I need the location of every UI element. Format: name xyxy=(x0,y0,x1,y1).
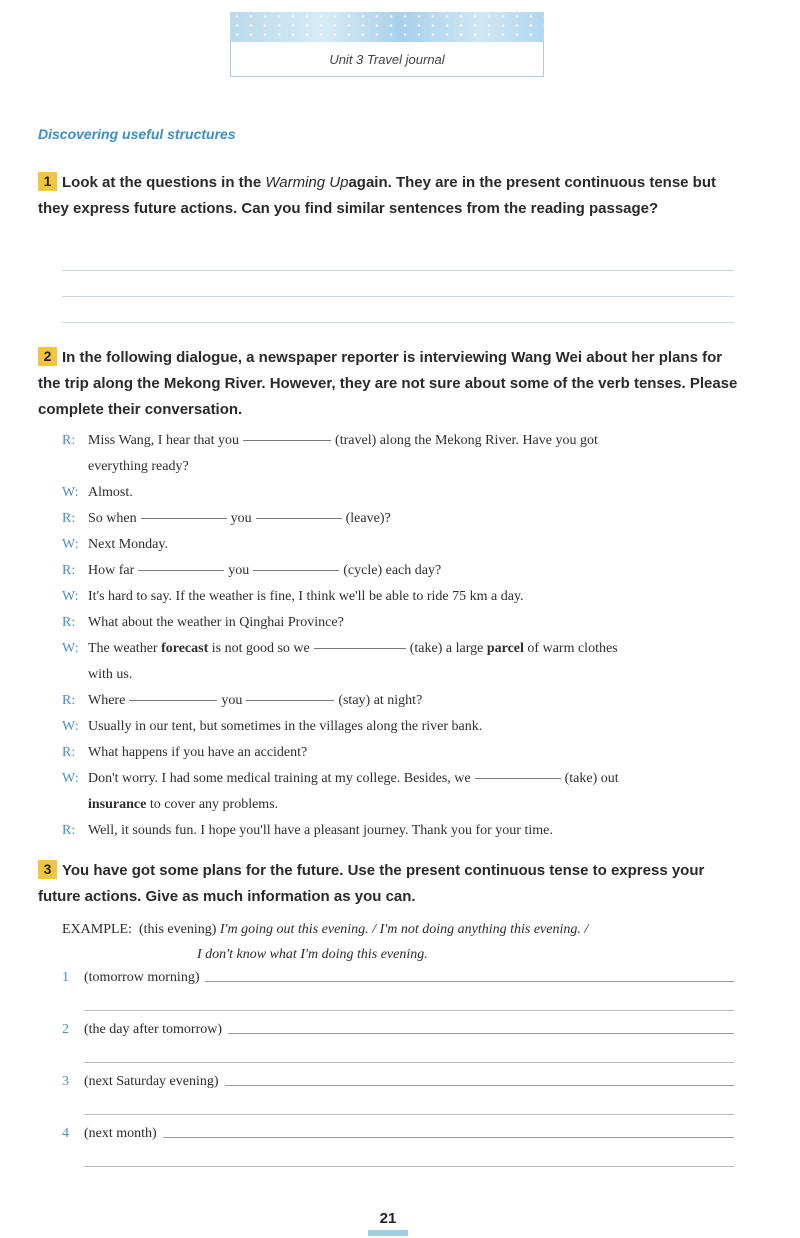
speaker-label: W: xyxy=(62,485,79,500)
answer-blank[interactable] xyxy=(129,699,217,701)
dialogue xyxy=(62,428,742,844)
answer-blank[interactable] xyxy=(253,569,339,571)
dialogue-text: How far xyxy=(88,563,135,578)
answer-line[interactable] xyxy=(62,270,734,271)
speaker-label: R: xyxy=(62,615,76,630)
speaker-label: R: xyxy=(62,745,76,760)
example-text: I'm going out this evening. / I'm not doing anything this evening. / xyxy=(219,922,589,937)
task-2-instruction xyxy=(38,345,738,423)
answer-blank[interactable] xyxy=(246,699,334,701)
speaker-label xyxy=(62,792,88,818)
answer-line[interactable] xyxy=(62,322,734,323)
dialogue-text: to cover any problems. xyxy=(146,797,279,812)
task-1-text-a: Look at the questions in the xyxy=(62,174,266,191)
answer-blank[interactable] xyxy=(256,517,342,519)
answer-line[interactable] xyxy=(84,1114,734,1115)
item-cue: (tomorrow morning) xyxy=(84,970,200,985)
dialogue-line xyxy=(62,506,742,532)
answer-line[interactable] xyxy=(62,296,734,297)
dialogue-text: you xyxy=(221,693,243,708)
answer-line[interactable] xyxy=(228,1033,734,1034)
dialogue-text: What about the weather in Qinghai Province? xyxy=(88,615,344,630)
example xyxy=(62,917,742,967)
example-line xyxy=(62,917,742,942)
speaker-label: R: xyxy=(62,433,76,448)
dialogue-text: with us. xyxy=(88,667,133,682)
dialogue-line xyxy=(62,428,742,454)
section-title: Discovering useful structures xyxy=(38,126,236,142)
dialogue-text: (travel) along the Mekong River. Have you got xyxy=(335,433,598,448)
task-3-instruction xyxy=(38,858,738,910)
dialogue-text: Miss Wang, I hear that you xyxy=(88,433,240,448)
speaker-label: W: xyxy=(62,719,79,734)
item-number: 4 xyxy=(62,1126,69,1141)
dialogue-line xyxy=(62,558,742,584)
dialogue-text: Next Monday. xyxy=(88,537,168,552)
task-number-badge: 2 xyxy=(38,347,57,366)
task-number-badge: 3 xyxy=(38,860,57,879)
item-cue: (the day after tomorrow) xyxy=(84,1022,222,1037)
vocab-word: parcel xyxy=(486,641,524,656)
unit-title: Unit 3 Travel journal xyxy=(230,42,544,77)
item-number: 1 xyxy=(62,970,69,985)
task-1-text-b: again. They are in the present continuous tense but they express future actions. Can you find similar sentences from the reading passage? xyxy=(38,174,716,217)
example-label: EXAMPLE: xyxy=(62,922,132,937)
header-pattern xyxy=(230,12,544,42)
answer-blank[interactable] xyxy=(141,517,227,519)
task-1-ref: Warming Up xyxy=(265,174,349,191)
vocab-word: forecast xyxy=(161,641,209,656)
dialogue-line xyxy=(62,818,742,844)
item-cue: (next month) xyxy=(84,1126,157,1141)
dialogue-line xyxy=(62,740,742,766)
dialogue-text: Well, it sounds fun. I hope you'll have a pleasant journey. Thank you for your time. xyxy=(88,823,553,838)
answer-line[interactable] xyxy=(84,1166,734,1167)
dialogue-text: What happens if you have an accident? xyxy=(88,745,308,760)
dialogue-text: Usually in our tent, but sometimes in the villages along the river bank. xyxy=(88,719,483,734)
speaker-label: W: xyxy=(62,771,79,786)
dialogue-line xyxy=(62,480,742,506)
speaker-label: R: xyxy=(62,823,76,838)
header-decoration xyxy=(230,12,544,42)
dialogue-line xyxy=(62,532,742,558)
dialogue-text: (leave)? xyxy=(345,511,391,526)
dialogue-line xyxy=(62,688,742,714)
dialogue-text: Almost. xyxy=(88,485,133,500)
dialogue-text: (take) a large xyxy=(409,641,487,656)
task-number-badge: 1 xyxy=(38,172,57,191)
plan-item xyxy=(62,1022,734,1038)
item-number: 3 xyxy=(62,1074,69,1089)
dialogue-line xyxy=(62,584,742,610)
item-number: 2 xyxy=(62,1022,69,1037)
answer-line[interactable] xyxy=(163,1137,734,1138)
task-1-instruction xyxy=(38,170,738,222)
answer-blank[interactable] xyxy=(243,439,331,441)
dialogue-text: (cycle) each day? xyxy=(343,563,442,578)
answer-line[interactable] xyxy=(84,1010,734,1011)
dialogue-line xyxy=(62,610,742,636)
dialogue-line xyxy=(62,714,742,740)
dialogue-line xyxy=(62,454,742,480)
dialogue-line xyxy=(62,636,742,662)
answer-line[interactable] xyxy=(225,1085,734,1086)
dialogue-line xyxy=(62,792,742,818)
dialogue-text: is not good so we xyxy=(208,641,310,656)
dialogue-text: Where xyxy=(88,693,126,708)
plan-item xyxy=(62,970,734,986)
dialogue-text: everything ready? xyxy=(88,459,189,474)
speaker-label: R: xyxy=(62,563,76,578)
answer-blank[interactable] xyxy=(138,569,224,571)
speaker-label: W: xyxy=(62,537,79,552)
dialogue-text: of warm clothes xyxy=(523,641,618,656)
dialogue-text: you xyxy=(230,511,252,526)
speaker-label: R: xyxy=(62,693,76,708)
answer-line[interactable] xyxy=(205,981,734,982)
speaker-label: W: xyxy=(62,589,79,604)
dialogue-text: It's hard to say. If the weather is fine, I think we'll be able to ride 75 km a day. xyxy=(88,589,524,604)
vocab-word: insurance xyxy=(88,797,147,812)
example-line xyxy=(62,942,742,967)
task-2-text: In the following dialogue, a newspaper reporter is interviewing Wang Wei about her plans for the trip along the Mekong River. However, they are not sure about some of the verb tenses. Please complete their conversation. xyxy=(38,349,738,418)
speaker-label xyxy=(62,662,88,688)
dialogue-text: you xyxy=(228,563,250,578)
dialogue-text: (take) out xyxy=(564,771,619,786)
dialogue-text: The weather xyxy=(88,641,162,656)
page-number: 21 xyxy=(368,1208,408,1236)
speaker-label xyxy=(62,454,88,480)
answer-line[interactable] xyxy=(84,1062,734,1063)
task-3-text: You have got some plans for the future. Use the present continuous tense to express your future actions. Give as much information as you can. xyxy=(38,862,705,905)
example-text: I don't know what I'm doing this evening. xyxy=(197,947,428,962)
dialogue-line xyxy=(62,766,742,792)
speaker-label: W: xyxy=(62,641,79,656)
item-cue: (next Saturday evening) xyxy=(84,1074,219,1089)
dialogue-text: So when xyxy=(88,511,137,526)
dialogue-text: Don't worry. I had some medical training at my college. Besides, we xyxy=(88,771,471,786)
example-cue: (this evening) xyxy=(139,922,217,937)
plan-item xyxy=(62,1074,734,1090)
dialogue-text: (stay) at night? xyxy=(338,693,423,708)
answer-blank[interactable] xyxy=(475,777,561,779)
answer-blank[interactable] xyxy=(314,647,406,649)
dialogue-line xyxy=(62,662,742,688)
plan-item xyxy=(62,1126,734,1142)
speaker-label: R: xyxy=(62,511,76,526)
